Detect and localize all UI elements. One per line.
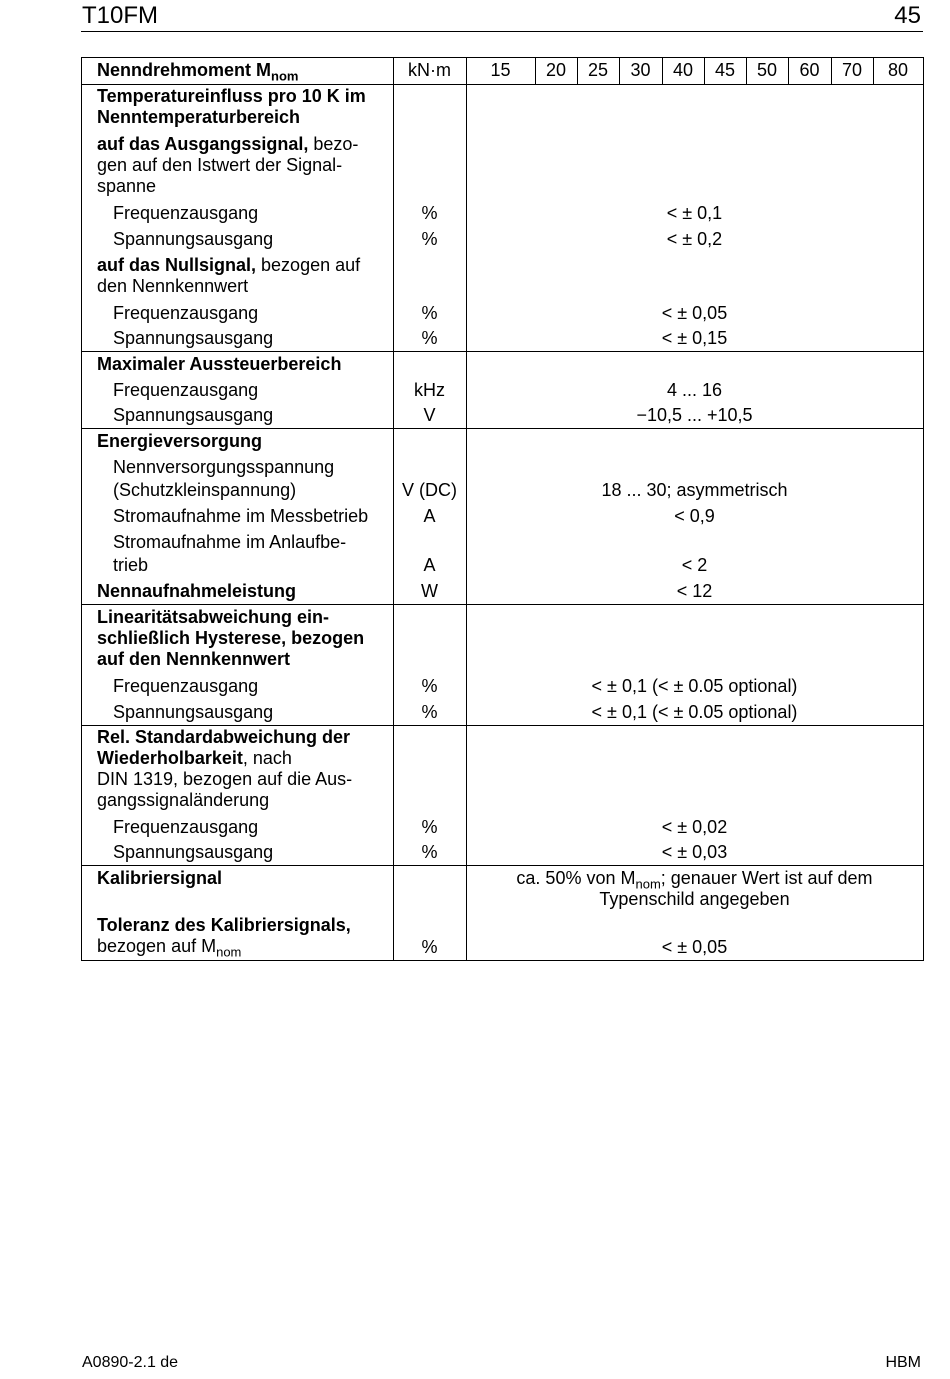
- row-value: Typenschild angegeben: [599, 889, 790, 909]
- row-value: < 2: [681, 555, 708, 575]
- row-value: < ± 0,1: [666, 203, 723, 223]
- document-title: T10FM: [82, 2, 159, 29]
- row-value: 4 ... 16: [666, 380, 723, 400]
- header-unit: kN·m: [408, 60, 451, 80]
- section-text: bezogen auf $M_{nom}$: [97, 936, 242, 960]
- page-number: 45: [894, 2, 921, 29]
- row-value: < ± 0,03: [661, 842, 728, 862]
- document-number: A0890-2.1 de: [82, 1354, 179, 1371]
- row-unit: %: [421, 303, 438, 323]
- row-divider: [82, 84, 923, 85]
- row-value: 18 ... 30; asymmetrisch: [601, 480, 788, 500]
- row-value: < ± 0,2: [666, 229, 723, 249]
- row-value: < 12: [676, 581, 713, 601]
- row-unit: %: [421, 937, 438, 957]
- nominal-torque-value: 45: [714, 60, 736, 80]
- row-label: Spannungsausgang: [113, 702, 274, 722]
- row-label: trieb: [113, 555, 149, 575]
- row-label: (Schutzkleinspannung): [113, 480, 297, 500]
- row-value: < ± 0,15: [661, 328, 728, 348]
- row-unit: %: [421, 203, 438, 223]
- row-divider: [82, 725, 923, 726]
- nominal-torque-value: 60: [799, 60, 820, 80]
- row-label: Nennversorgungsspannung: [113, 457, 335, 477]
- section-title: Kalibriersignal: [97, 868, 223, 888]
- spec-table: [81, 57, 924, 961]
- row-divider: [82, 351, 923, 352]
- row-value: < ± 0,05: [661, 937, 728, 957]
- section-title: Energieversorgung: [97, 431, 263, 451]
- row-label: Frequenzausgang: [113, 676, 259, 696]
- row-label: Spannungsausgang: [113, 405, 274, 425]
- nominal-torque-value: 70: [841, 60, 863, 80]
- section-title: Wiederholbarkeit, nach: [97, 748, 292, 768]
- row-label: Spannungsausgang: [113, 229, 274, 249]
- nominal-torque-value: 40: [672, 60, 694, 80]
- row-value: < 0,9: [674, 506, 715, 526]
- row-label: Frequenzausgang: [113, 303, 259, 323]
- row-value: < ± 0,02: [661, 817, 728, 837]
- row-unit: kHz: [414, 380, 445, 400]
- subsection-title: auf das Nullsignal, bezogen auf: [97, 255, 361, 275]
- section-text: DIN 1319, bezogen auf die Aus-: [97, 769, 353, 789]
- subsection-text: gen auf den Istwert der Signal-: [97, 155, 343, 175]
- row-unit: %: [421, 328, 438, 348]
- row-unit: %: [421, 702, 438, 722]
- row-label: Stromaufnahme im Messbetrieb: [113, 506, 369, 526]
- row-label: Spannungsausgang: [113, 842, 274, 862]
- row-value: −10,5 ... +10,5: [636, 405, 753, 425]
- row-value: < ± 0,05: [661, 303, 728, 323]
- row-unit: A: [423, 555, 436, 575]
- row-unit: %: [421, 229, 438, 249]
- row-divider: [82, 865, 923, 866]
- nominal-torque-value: 20: [545, 60, 567, 80]
- row-label: Spannungsausgang: [113, 328, 274, 348]
- brand-name: HBM: [885, 1354, 921, 1371]
- nominal-torque-value: 15: [490, 60, 511, 80]
- row-unit: %: [421, 842, 438, 862]
- row-value: < ± 0,1 (< ± 0.05 optional): [591, 702, 798, 722]
- row-label: Frequenzausgang: [113, 817, 259, 837]
- row-label: Stromaufnahme im Anlaufbe-: [113, 532, 347, 552]
- nominal-torque-value: 30: [630, 60, 651, 80]
- row-unit: W: [421, 581, 438, 601]
- subsection-text: spanne: [97, 176, 157, 196]
- row-unit: %: [421, 676, 438, 696]
- section-title: Toleranz des Kalibriersignals,: [97, 915, 351, 935]
- row-unit: V: [423, 405, 436, 425]
- section-title: Linearitätsabweichung ein-: [97, 607, 330, 627]
- section-title: auf den Nennkennwert: [97, 649, 291, 669]
- section-text: gangssignaländerung: [97, 790, 270, 810]
- row-divider: [82, 604, 923, 605]
- row-divider: [82, 428, 923, 429]
- header-rule: [81, 31, 923, 32]
- row-label: Frequenzausgang: [113, 380, 259, 400]
- row-label: Frequenzausgang: [113, 203, 259, 223]
- row-unit: %: [421, 817, 438, 837]
- section-title: Maximaler Aussteuerbereich: [97, 354, 342, 374]
- nominal-torque-value: 25: [587, 60, 609, 80]
- row-unit: A: [423, 506, 436, 526]
- nominal-torque-value: 80: [887, 60, 909, 80]
- section-title: Nenntemperaturbereich: [97, 107, 301, 127]
- section-title: Temperatureinfluss pro 10 K im: [97, 86, 366, 106]
- header-label: Nenndrehmoment $M_{nom}$: [97, 60, 299, 84]
- subsection-title: auf das Ausgangssignal, bezo-: [97, 134, 359, 154]
- section-title: Nennaufnahmeleistung: [97, 581, 297, 601]
- row-value: < ± 0,1 (< ± 0.05 optional): [591, 676, 798, 696]
- section-title: schließlich Hysterese, bezogen: [97, 628, 365, 648]
- row-unit: V (DC): [402, 480, 457, 500]
- subsection-text: den Nennkennwert: [97, 276, 249, 296]
- row-value: ca. 50% von $M_{nom}$; genauer Wert ist auf dem: [516, 868, 873, 892]
- nominal-torque-value: 50: [756, 60, 778, 80]
- section-title: Rel. Standardabweichung der: [97, 727, 351, 747]
